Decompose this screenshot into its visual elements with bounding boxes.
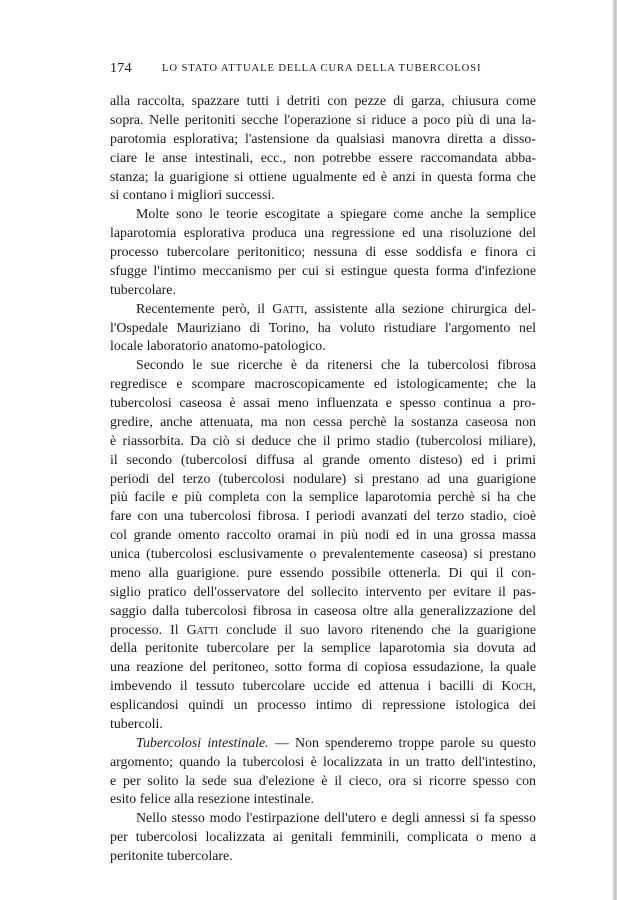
text-line: peritonite tubercolare. bbox=[110, 849, 233, 864]
text-run: imbevendo il tessuto tubercolare uccide ed attenua i bacilli di bbox=[110, 679, 494, 695]
text-line: sfugge l'intimo meccanismo per cui si estingue questa forma d'infezione bbox=[110, 263, 536, 279]
text-line bbox=[110, 301, 536, 320]
text-line bbox=[110, 622, 536, 641]
text-line: più facile e più completa con la semplice laparotomia perchè si ha che bbox=[110, 490, 536, 506]
running-title: LO STATO ATTUALE DELLA CURA DELLA TUBERCOLOSI bbox=[162, 63, 482, 74]
text-line: Secondo le sue ricerche è da ritenersi che la tubercolosi fibrosa bbox=[136, 358, 536, 374]
page-edge-shadow bbox=[612, 0, 617, 900]
text-line: argomento; quando la tubercolosi è localizzata in un tratto dell'intestino, bbox=[110, 754, 536, 770]
text-line: regredisce e scompare macroscopicamente ed istologicamente; che la bbox=[110, 377, 536, 393]
text-line: fare con una tubercolosi fibrosa. I periodi avanzati del terzo stadio, cioè bbox=[110, 509, 536, 525]
text-line: locale laboratorio anatomo-patologico. bbox=[110, 339, 326, 355]
text-line: gredire, anche attenuata, ma non cessa perchè la sostanza caseosa non bbox=[110, 414, 536, 430]
text-line: parotomia esplorativa; l'astensione da qualsiasi manovra diretta a disso- bbox=[110, 131, 536, 147]
text-line: periodi del terzo (tubercolosi nodulare) si prestano ad una guarigione bbox=[110, 471, 536, 487]
text-run: conclude il suo lavoro ritenendo che la guarigione bbox=[226, 622, 536, 638]
text-line: saggio dalla tubercolosi fibrosa in caseosa oltre alla generalizzazione del bbox=[110, 603, 536, 619]
text-line: stanza; la guarigione si ottiene ugualmente ed è anzi in questa forma che bbox=[110, 169, 536, 185]
text-line: esito felice alla resezione intestinale. bbox=[110, 792, 315, 808]
text-line: sopra. Nelle peritoniti secche l'operazione si riduce a poco più di una la- bbox=[110, 112, 536, 128]
page-number: 174 bbox=[110, 61, 132, 76]
text-line: e per solito la sede sua d'elezione è il cieco, ora si ricorre spesso con bbox=[110, 773, 536, 789]
text-line: una reazione del peritoneo, sotto forma di copiosa essudazione, la quale bbox=[110, 660, 536, 676]
text-line: tubercolosi caseosa è assai meno influenzata e spesso continua a pro- bbox=[110, 396, 536, 411]
text-line: Nello stesso modo l'estirpazione dell'utero e degli annessi si fa spesso bbox=[136, 811, 536, 827]
text-line bbox=[110, 678, 536, 697]
text-line: tubercoli. bbox=[110, 716, 163, 732]
text-line: per tubercolosi localizzata ai genitali femminili, complicata o meno a bbox=[110, 830, 536, 846]
text-line: il secondo (tubercolosi diffusa al grande omento disteso) ed i primi bbox=[110, 452, 536, 468]
text-run: Recentemente però, il bbox=[136, 301, 265, 317]
text-line: unica (tubercolosi esclusivamente o prevalentemente caseosa) si prestano bbox=[110, 547, 536, 562]
section-heading: Tubercolosi intestinale. bbox=[136, 735, 269, 751]
text-line: col grande omento raccolto oramai in più nodi ed in una grossa massa bbox=[110, 528, 536, 544]
text-line: meno alla guarigione. pure essendo possibile ottenerla. Di qui il con- bbox=[110, 565, 536, 581]
text-line: processo tubercolare peritonitico; nessuna di esse soddisfa e finora ci bbox=[110, 245, 536, 260]
text-run: , assistente alla sezione chirurgica del- bbox=[303, 301, 536, 317]
text-line: siglio pratico dell'osservatore del sollecito intervento per evitare il pas- bbox=[110, 584, 536, 600]
text-line: l'Ospedale Mauriziano di Torino, ha voluto ristudiare l'argomento nel bbox=[110, 320, 536, 336]
text-run: processo. Il bbox=[110, 622, 179, 638]
text-line: tubercolare. bbox=[110, 282, 176, 298]
text-line bbox=[110, 735, 536, 754]
text-line: della peritonite tubercolare per la semplice laparotomia sia dovuta ad bbox=[110, 641, 536, 657]
author-name: Gatti bbox=[186, 622, 219, 638]
text-line: alla raccolta, spazzare tutti i detriti con pezze di garza, chiusura come bbox=[110, 94, 536, 109]
text-line: ciare le anse intestinali, ecc., non potrebbe essere raccomandata abba- bbox=[110, 150, 536, 166]
text-run: — Non spenderemo troppe parole su questo bbox=[268, 735, 536, 751]
text-line: si contano i migliori successi. bbox=[110, 188, 275, 204]
body-text bbox=[110, 93, 536, 867]
author-name: Koch bbox=[501, 679, 533, 695]
author-name: Gatti bbox=[272, 301, 304, 317]
text-line: Molte sono le teorie escogitate a spiegare come anche la semplice bbox=[136, 207, 536, 223]
page-header bbox=[110, 61, 490, 81]
text-line: esplicandosi quindi un processo intimo di repressione istologica dei bbox=[110, 698, 536, 713]
text-line: è riassorbita. Da ciò si deduce che il primo stadio (tubercolosi miliare), bbox=[110, 433, 536, 449]
text-run: , bbox=[532, 679, 536, 695]
text-line: laparotomia esplorativa produca una regressione ed una risoluzione del bbox=[110, 226, 536, 242]
